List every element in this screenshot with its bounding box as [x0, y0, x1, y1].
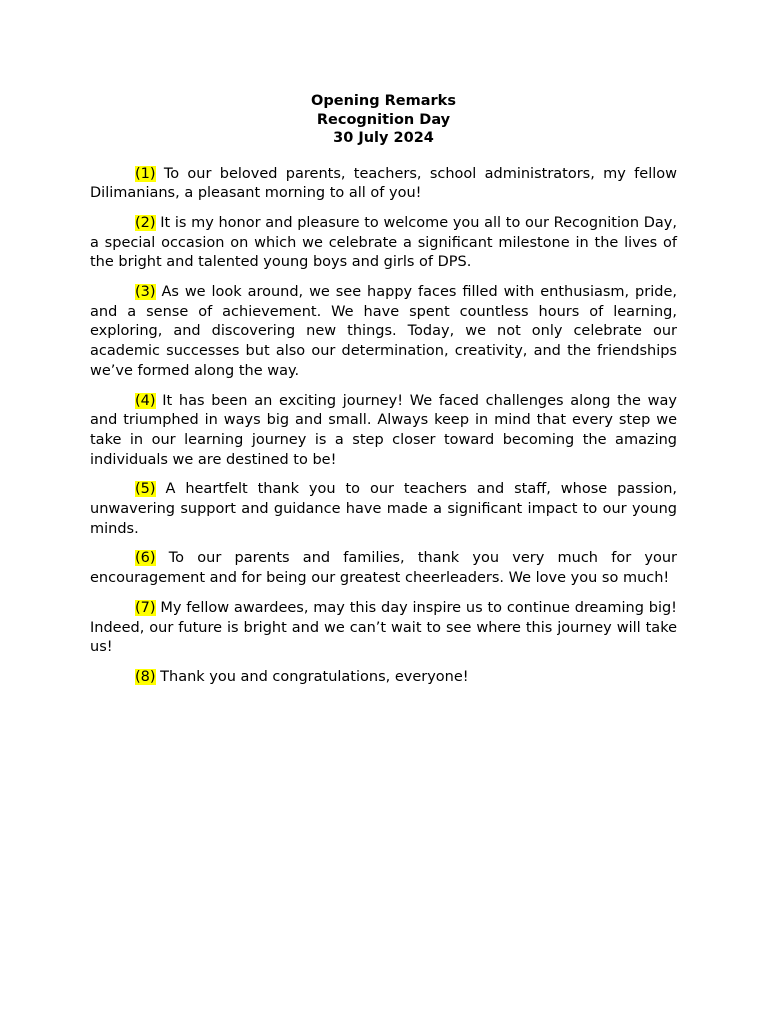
paragraph-7: [90, 599, 677, 658]
paragraph-1: [90, 165, 677, 204]
paragraph-4: [90, 392, 677, 471]
paragraph-number: (4): [135, 392, 156, 409]
subtitle-line: Recognition Day: [316, 111, 451, 128]
paragraph-number: (3): [135, 284, 156, 301]
date-line: 30 July 2024: [333, 130, 434, 146]
paragraph-8: [90, 668, 677, 688]
paragraph-text: To our parents and families, thank you very much for your encouragement and for being our greatest cheerleaders. We love you so much!: [90, 550, 677, 587]
paragraph-text: As we look around, we see happy faces filled with enthusiasm, pride, and a sense of achievement. We have spent countless hours of learning, exploring, and discovering new things. Today, we not only celebrate our academic successes but also our determination, creativity, and the friendships we’ve formed along the way.: [90, 284, 677, 379]
paragraph-text: It has been an exciting journey! We faced challenges along the way and triumphed in ways big and small. Always keep in mind that every step we take in our learning journey is a step closer toward becoming the amazing individuals we are destined to be!: [90, 392, 677, 468]
paragraph-number: (1): [135, 165, 156, 182]
paragraph-text: It is my honor and pleasure to welcome you all to our Recognition Day, a special occasion on which we celebrate a significant milestone in the lives of the bright and talented young boys and girls of DPS.: [90, 214, 677, 271]
paragraph-text: My fellow awardees, may this day inspire us to continue dreaming big! Indeed, our future is bright and we can’t wait to see where this journey will take us!: [90, 599, 677, 656]
paragraph-text: A heartfelt thank you to our teachers and staff, whose passion, unwavering support and guidance have made a significant impact to our young minds.: [90, 481, 677, 537]
document-page: [90, 92, 677, 698]
paragraph-number: (6): [135, 550, 156, 567]
paragraph-text: Thank you and congratulations, everyone!: [155, 668, 469, 685]
paragraph-3: [90, 283, 677, 382]
paragraph-6: [90, 549, 677, 588]
paragraph-5: [90, 480, 677, 539]
paragraph-2: [90, 214, 677, 273]
paragraph-number: (2): [135, 214, 156, 231]
paragraph-text: To our beloved parents, teachers, school administrators, my fellow Dilimanians, a pleasant morning to all of you!: [90, 165, 677, 202]
paragraph-number: (5): [135, 481, 156, 498]
paragraph-number: (7): [135, 599, 156, 616]
paragraph-number: (8): [135, 668, 156, 685]
title-line: Opening Remarks: [311, 93, 456, 109]
document-title: [90, 92, 677, 148]
